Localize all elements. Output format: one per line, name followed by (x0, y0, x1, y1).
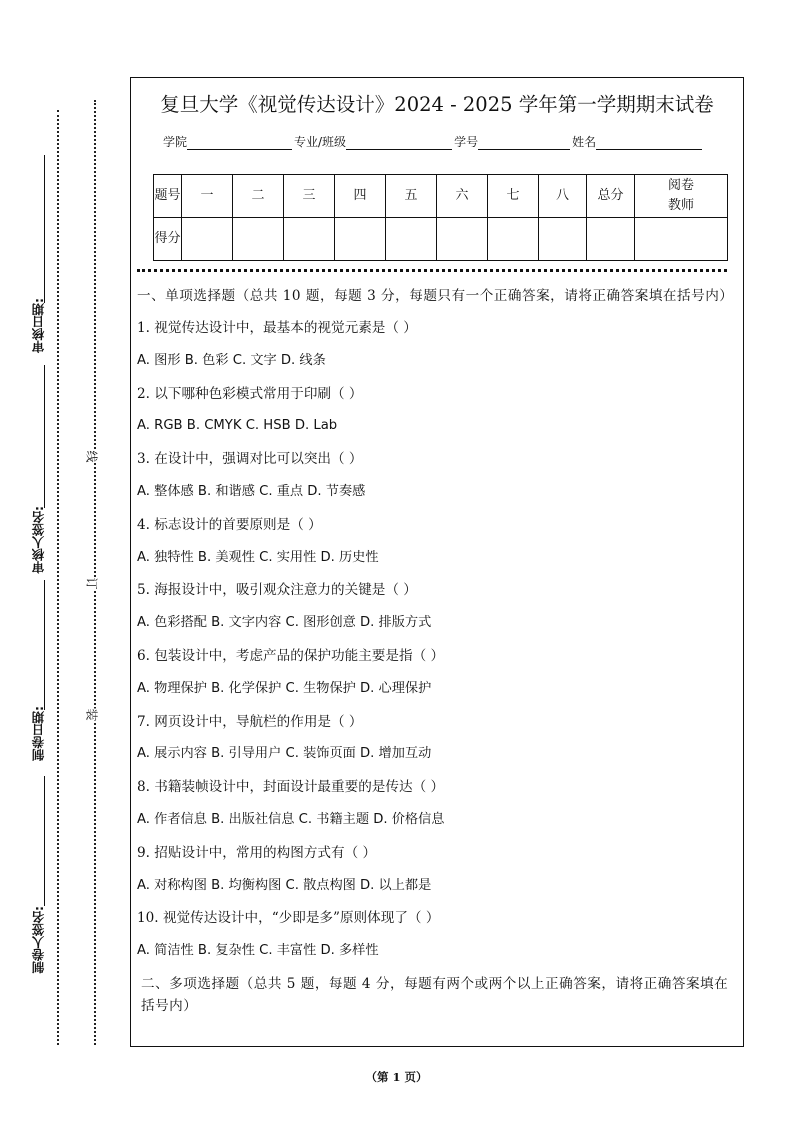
question-4-options: A. 独特性 B. 美观性 C. 实用性 D. 历史性 (137, 549, 379, 565)
make-date-line (44, 580, 45, 710)
question-3-options: A. 整体感 B. 和谐感 C. 重点 D. 节奏感 (137, 483, 366, 499)
college-field[interactable] (187, 136, 292, 150)
maker-sign-line (44, 776, 45, 906)
major-field[interactable] (346, 136, 452, 150)
score-col-4: 四 (335, 175, 386, 218)
score-cell[interactable] (182, 218, 233, 261)
score-col-8: 八 (539, 175, 587, 218)
score-col-6: 六 (437, 175, 488, 218)
question-2: 2. 以下哪种色彩模式常用于印刷（ ） (137, 385, 363, 402)
score-table (153, 174, 728, 261)
question-5-options: A. 色彩搭配 B. 文字内容 C. 图形创意 D. 排版方式 (137, 615, 432, 631)
question-8-options: A. 作者信息 B. 出版社信息 C. 书籍主题 D. 价格信息 (137, 811, 445, 827)
major-label: 专业/班级 (294, 135, 347, 149)
student-id-field[interactable] (478, 136, 570, 150)
question-9-options: A. 对称构图 B. 均衡构图 C. 散点构图 D. 以上都是 (137, 877, 432, 893)
name-field[interactable] (596, 136, 702, 150)
question-6-options: A. 物理保护 B. 化学保护 C. 生物保护 D. 心理保护 (137, 680, 432, 696)
question-2-options: A. RGB B. CMYK C. HSB D. Lab (137, 418, 338, 434)
question-1-options: A. 图形 B. 色彩 C. 文字 D. 线条 (137, 352, 326, 368)
score-col-2: 二 (233, 175, 284, 218)
score-cell[interactable] (587, 218, 635, 261)
score-cell[interactable] (335, 218, 386, 261)
binding-dotted-line (94, 100, 96, 1045)
question-6: 6. 包装设计中，考虑产品的保护功能主要是指（ ） (137, 647, 445, 664)
score-cell[interactable] (539, 218, 587, 261)
score-table-header-row (154, 175, 728, 218)
review-date-label: 审核日期: (31, 298, 46, 353)
score-table-row-label: 题号 (154, 175, 182, 218)
score-col-3: 三 (284, 175, 335, 218)
score-cell[interactable] (386, 218, 437, 261)
student-info-row (163, 133, 704, 150)
question-3: 3. 在设计中，强调对比可以突出（ ） (137, 451, 363, 468)
binding-char-ding: 订 (84, 577, 99, 590)
section1-heading: 一、单项选择题（总共 10 题，每题 3 分，每题只有一个正确答案，请将正确答案填在括号内） (137, 288, 734, 304)
exam-title: 复旦大学《视觉传达设计》2024 - 2025 学年第一学期期末试卷 (160, 93, 714, 116)
score-col-1: 一 (182, 175, 233, 218)
score-col-7: 七 (488, 175, 539, 218)
question-9: 9. 招贴设计中，常用的构图方式有（ ） (137, 844, 377, 861)
binding-char-line: 线 (84, 450, 99, 463)
left-dotted-line (57, 110, 59, 1045)
score-cell[interactable] (284, 218, 335, 261)
question-4: 4. 标志设计的首要原则是（ ） (137, 516, 322, 533)
question-10-options: A. 简洁性 B. 复杂性 C. 丰富性 D. 多样性 (137, 943, 379, 959)
score-row-label: 得分 (154, 218, 182, 261)
question-7-options: A. 展示内容 B. 引导用户 C. 装饰页面 D. 增加互动 (137, 746, 432, 762)
reviewer-sign-label: 审核人签名: (31, 506, 46, 574)
make-date-label: 制卷日期: (31, 706, 46, 761)
question-5: 5. 海报设计中，吸引观众注意力的关键是（ ） (137, 582, 417, 599)
score-col-grader: 阅卷教师 (635, 175, 728, 218)
question-7: 7. 网页设计中，导航栏的作用是（ ） (137, 713, 363, 730)
question-8: 8. 书籍装帧设计中，封面设计最重要的是传达（ ） (137, 779, 445, 796)
score-cell[interactable] (635, 218, 728, 261)
question-10: 10. 视觉传达设计中，“少即是多”原则体现了（ ） (137, 910, 440, 927)
dotted-separator (137, 269, 727, 272)
section2-heading: 二、多项选择题（总共 5 题，每题 4 分，每题有两个或两个以上正确答案，请将正确答案填在括号内） (141, 975, 729, 1014)
review-date-line (44, 155, 45, 303)
score-cell[interactable] (233, 218, 284, 261)
exam-body (137, 285, 737, 1017)
score-col-total: 总分 (587, 175, 635, 218)
reviewer-sign-line (44, 365, 45, 508)
question-1: 1. 视觉传达设计中，最基本的视觉元素是（ ） (137, 320, 417, 336)
page-number: （第 1 页） (365, 1070, 428, 1084)
college-label: 学院 (163, 135, 188, 149)
exam-frame (130, 77, 744, 1047)
score-cell[interactable] (488, 218, 539, 261)
score-table-score-row (154, 218, 728, 261)
score-cell[interactable] (437, 218, 488, 261)
name-label: 姓名 (572, 135, 597, 149)
binding-char-zhuang: 装 (84, 708, 99, 721)
maker-sign-label: 制卷人签名: (31, 906, 46, 974)
score-col-5: 五 (386, 175, 437, 218)
student-id-label: 学号 (454, 135, 479, 149)
